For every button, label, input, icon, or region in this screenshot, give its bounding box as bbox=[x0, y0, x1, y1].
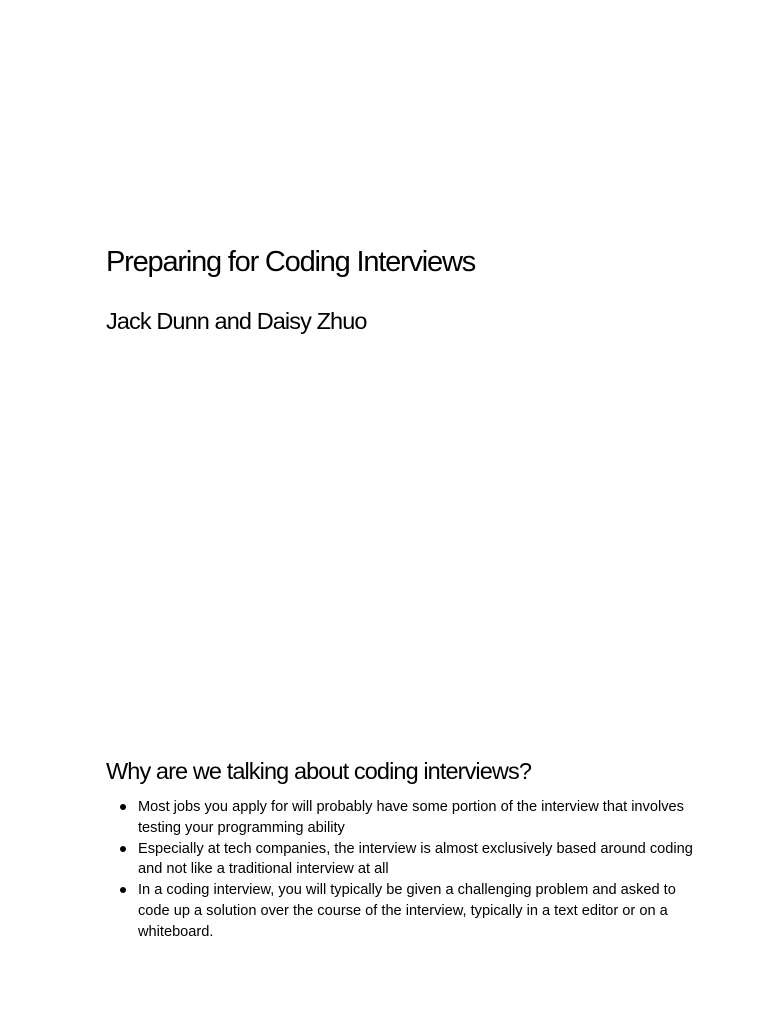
document-authors: Jack Dunn and Daisy Zhuo bbox=[106, 308, 367, 334]
bullet-icon bbox=[120, 804, 126, 810]
document-title: Preparing for Coding Interviews bbox=[106, 246, 475, 278]
list-item-text: Most jobs you apply for will probably have some portion of the interview that involves testing your programming ability bbox=[138, 799, 684, 836]
list-item-text: In a coding interview, you will typically be given a challenging problem and asked to code up a solution over the course of the interview, typically in a text editor or on a whiteboard. bbox=[138, 882, 676, 940]
list-item bbox=[106, 797, 706, 839]
list-item bbox=[106, 880, 706, 942]
bullet-list bbox=[106, 797, 706, 943]
list-item-text: Especially at tech companies, the interview is almost exclusively based around coding and not like a traditional interview at all bbox=[138, 840, 693, 878]
section-heading: Why are we talking about coding interviews? bbox=[106, 758, 532, 784]
bullet-icon bbox=[120, 887, 126, 893]
list-item bbox=[106, 839, 706, 881]
bullet-icon bbox=[120, 846, 126, 852]
